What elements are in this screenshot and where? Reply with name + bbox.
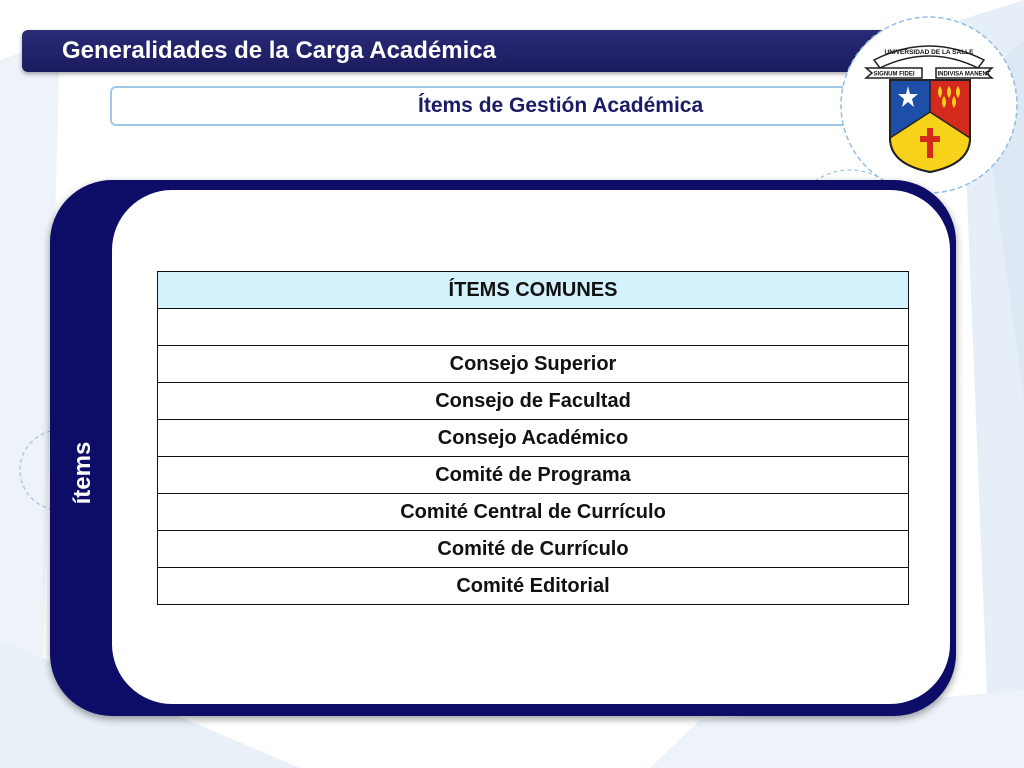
common-items-table	[157, 271, 909, 605]
table-header: ÍTEMS COMUNES	[158, 272, 909, 309]
table-row	[158, 531, 909, 568]
table-cell: Comité de Programa	[158, 457, 909, 494]
logo-ribbon-left-text: SIGNUM FIDEI	[873, 71, 915, 78]
table-row	[158, 494, 909, 531]
table-cell: Comité de Currículo	[158, 531, 909, 568]
side-label: ítems	[69, 441, 96, 505]
table-cell	[158, 309, 909, 346]
university-logo	[836, 12, 1022, 198]
table-row	[158, 420, 909, 457]
title-bar	[22, 30, 902, 72]
table-cell: Comité Central de Currículo	[158, 494, 909, 531]
table-cell: Comité Editorial	[158, 568, 909, 605]
table-row	[158, 346, 909, 383]
table-cell: Consejo Superior	[158, 346, 909, 383]
table-row	[158, 568, 909, 605]
table-row	[158, 383, 909, 420]
table-row	[158, 309, 909, 346]
logo-ribbon-top-text: UNIVERSIDAD DE LA SALLE	[884, 49, 974, 56]
logo-ribbon-right-text: INDIVISA MANENT	[937, 71, 991, 78]
page-subtitle: Ítems de Gestión Académica	[418, 94, 704, 117]
page-title: Generalidades de la Carga Académica	[62, 37, 496, 64]
table-header-row	[158, 272, 909, 309]
subtitle-box	[110, 86, 870, 126]
table-cell: Consejo Académico	[158, 420, 909, 457]
table-row	[158, 457, 909, 494]
table-cell: Consejo de Facultad	[158, 383, 909, 420]
